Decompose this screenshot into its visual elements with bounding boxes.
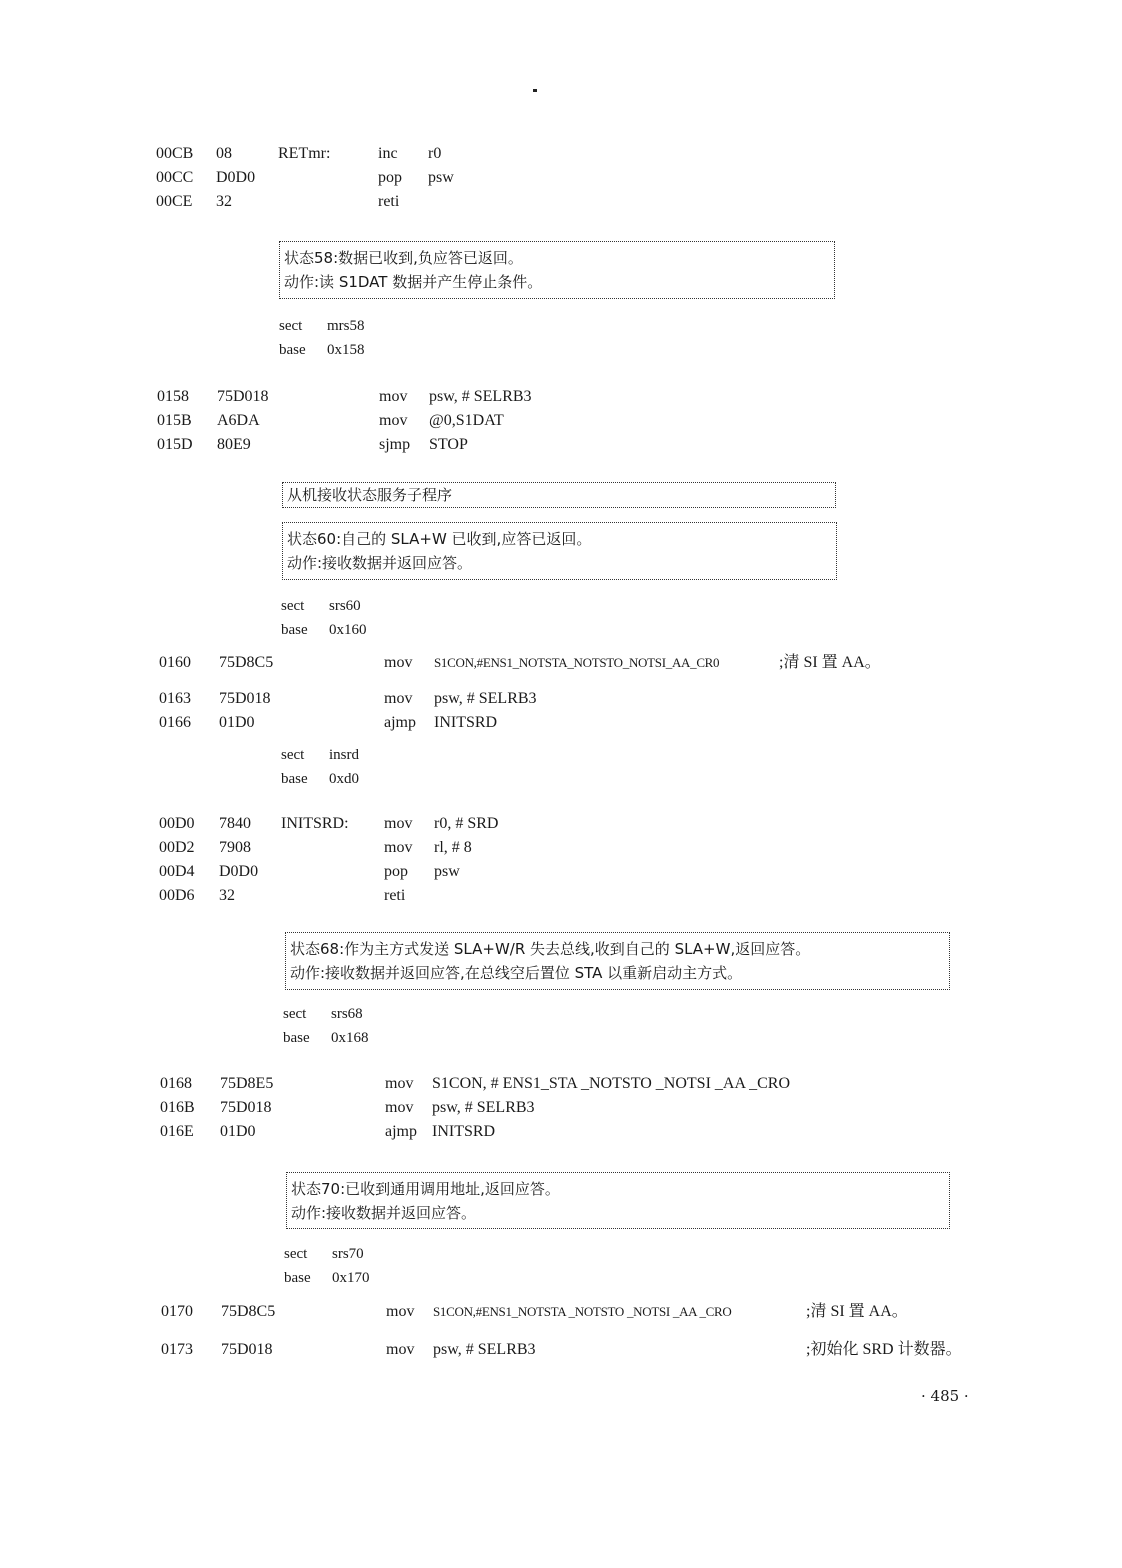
opcode-hex: 01D0 (219, 714, 255, 731)
operand: psw, # SELRB3 (432, 1099, 535, 1116)
operand: S1CON, # ENS1_STA _NOTSTO _NOTSI _AA _CRO (432, 1075, 791, 1092)
address: 0173 (161, 1341, 193, 1358)
scan-speck (533, 89, 537, 92)
opcode-hex: 75D8C5 (221, 1303, 276, 1320)
address: 015B (157, 412, 192, 429)
operand: psw, # SELRB3 (434, 690, 537, 707)
section-directive-srs70 (284, 1242, 370, 1290)
address: 016B (160, 1099, 195, 1116)
state-note-60 (282, 522, 837, 580)
directive-value: 0xd0 (329, 771, 359, 787)
state-note-70 (286, 1172, 950, 1229)
directive-value: 0x160 (329, 622, 367, 638)
opcode-hex: D0D0 (219, 863, 259, 880)
address: 00CE (156, 193, 193, 210)
code-comment: ;清 SI 置 AA。 (779, 654, 881, 671)
code-line (157, 433, 1057, 457)
opcode-hex: 7908 (219, 839, 251, 856)
code-line (159, 812, 1059, 836)
operand: r0, # SRD (434, 815, 499, 832)
address: 0160 (159, 654, 191, 671)
opcode-hex: D0D0 (216, 169, 256, 186)
code-line (160, 1072, 1060, 1096)
mnemonic: inc (378, 145, 398, 162)
directive-key: base (281, 771, 308, 787)
directive-key: base (281, 622, 308, 638)
address: 0170 (161, 1303, 193, 1320)
mnemonic: mov (379, 388, 408, 405)
opcode-hex: 75D8E5 (220, 1075, 274, 1092)
directive-value: srs60 (329, 598, 361, 614)
mnemonic: mov (379, 412, 408, 429)
opcode-hex: 08 (216, 145, 232, 162)
directive-value: 0x168 (331, 1030, 369, 1046)
mnemonic: sjmp (379, 436, 411, 453)
opcode-hex: 80E9 (217, 436, 251, 453)
note-line: 状态68:作为主方式发送 SLA+W/R 失去总线,收到自己的 SLA+W,返回应答。 (290, 940, 811, 958)
operand: INITSRD (434, 714, 498, 731)
section-heading-slave-receive (282, 482, 836, 508)
code-line (160, 1096, 1060, 1120)
operand: r0 (428, 145, 442, 162)
opcode-hex: 75D8C5 (219, 654, 274, 671)
opcode-hex: 01D0 (220, 1123, 256, 1140)
note-line: 状态60:自己的 SLA+W 已收到,应答已返回。 (287, 530, 592, 548)
opcode-hex: 75D018 (217, 388, 269, 405)
directive-value: mrs58 (327, 318, 365, 334)
code-comment: ;初始化 SRD 计数器。 (806, 1341, 962, 1358)
directive-key: base (284, 1270, 311, 1286)
mnemonic: mov (384, 690, 413, 707)
address: 00D6 (159, 887, 195, 904)
code-line (161, 1338, 1061, 1362)
code-label: INITSRD: (281, 815, 349, 832)
note-line: 动作:接收数据并返回应答,在总线空后置位 STA 以重新启动主方式。 (290, 964, 743, 982)
mnemonic: mov (384, 839, 413, 856)
address: 015D (157, 436, 193, 453)
mnemonic: pop (384, 863, 408, 880)
opcode-hex: 75D018 (221, 1341, 273, 1358)
operand: S1CON,#ENS1_NOTSTA _NOTSTO _NOTSI _AA _CRO (433, 1304, 732, 1319)
directive-value: srs70 (332, 1246, 364, 1262)
directive-key: base (279, 342, 306, 358)
state-note-68 (285, 932, 950, 990)
directive-key: base (283, 1030, 310, 1046)
operand: psw (434, 863, 460, 880)
code-comment: ;清 SI 置 AA。 (806, 1303, 908, 1320)
code-line (156, 142, 1056, 166)
opcode-hex: A6DA (217, 412, 260, 429)
note-line: 从机接收状态服务子程序 (287, 486, 453, 504)
mnemonic: mov (386, 1303, 415, 1320)
mnemonic: reti (378, 193, 400, 210)
state-note-58 (279, 241, 835, 299)
operand: psw, # SELRB3 (433, 1341, 536, 1358)
code-line (160, 1120, 1060, 1144)
page-number: · 485 · (921, 1387, 969, 1405)
address: 016E (160, 1123, 194, 1140)
address: 0163 (159, 690, 191, 707)
section-directive-mrs58 (279, 314, 365, 362)
section-directive-srs68 (283, 1002, 369, 1050)
code-line (159, 651, 1059, 675)
address: 00D4 (159, 863, 195, 880)
opcode-hex: 32 (219, 887, 235, 904)
operand: INITSRD (432, 1123, 496, 1140)
mnemonic: mov (384, 815, 413, 832)
directive-value: 0x170 (332, 1270, 370, 1286)
opcode-hex: 75D018 (220, 1099, 272, 1116)
code-line (159, 687, 1059, 711)
directive-value: 0x158 (327, 342, 365, 358)
section-directive-srs60 (281, 594, 367, 642)
operand: rl, # 8 (434, 839, 472, 856)
code-line (159, 711, 1059, 735)
mnemonic: mov (385, 1099, 414, 1116)
operand: S1CON,#ENS1_NOTSTA_NOTSTO_NOTSI_AA_CR0 (434, 655, 720, 670)
mnemonic: mov (386, 1341, 415, 1358)
mnemonic: pop (378, 169, 402, 186)
operand: psw (428, 169, 454, 186)
address: 00D0 (159, 815, 195, 832)
code-line (156, 166, 1056, 190)
opcode-hex: 7840 (219, 815, 251, 832)
code-line (161, 1300, 1061, 1324)
operand: STOP (429, 436, 468, 453)
section-directive-insrd (281, 743, 359, 791)
opcode-hex: 75D018 (219, 690, 271, 707)
operand: psw, # SELRB3 (429, 388, 532, 405)
note-line: 动作:读 S1DAT 数据并产生停止条件。 (284, 273, 543, 291)
note-line: 动作:接收数据并返回应答。 (287, 554, 473, 572)
code-line (157, 409, 1057, 433)
mnemonic: ajmp (384, 714, 416, 731)
code-line (157, 385, 1057, 409)
mnemonic: mov (384, 654, 413, 671)
operand: @0,S1DAT (429, 412, 504, 429)
code-line (159, 860, 1059, 884)
address: 00CB (156, 145, 194, 162)
directive-key: sect (284, 1246, 308, 1262)
mnemonic: mov (385, 1075, 414, 1092)
note-line: 状态58:数据已收到,负应答已返回。 (284, 249, 523, 267)
address: 0158 (157, 388, 189, 405)
directive-key: sect (281, 747, 305, 763)
directive-key: sect (279, 318, 303, 334)
mnemonic: ajmp (385, 1123, 417, 1140)
address: 0166 (159, 714, 191, 731)
code-line (159, 836, 1059, 860)
directive-value: insrd (329, 747, 359, 763)
code-line (159, 884, 1059, 908)
directive-key: sect (281, 598, 305, 614)
address: 00D2 (159, 839, 195, 856)
directive-value: srs68 (331, 1006, 363, 1022)
opcode-hex: 32 (216, 193, 232, 210)
directive-key: sect (283, 1006, 307, 1022)
address: 0168 (160, 1075, 192, 1092)
address: 00CC (156, 169, 194, 186)
note-line: 动作:接收数据并返回应答。 (291, 1204, 477, 1222)
mnemonic: reti (384, 887, 406, 904)
code-line (156, 190, 1056, 214)
note-line: 状态70:已收到通用调用地址,返回应答。 (291, 1180, 560, 1198)
code-label: RETmr: (278, 145, 331, 162)
